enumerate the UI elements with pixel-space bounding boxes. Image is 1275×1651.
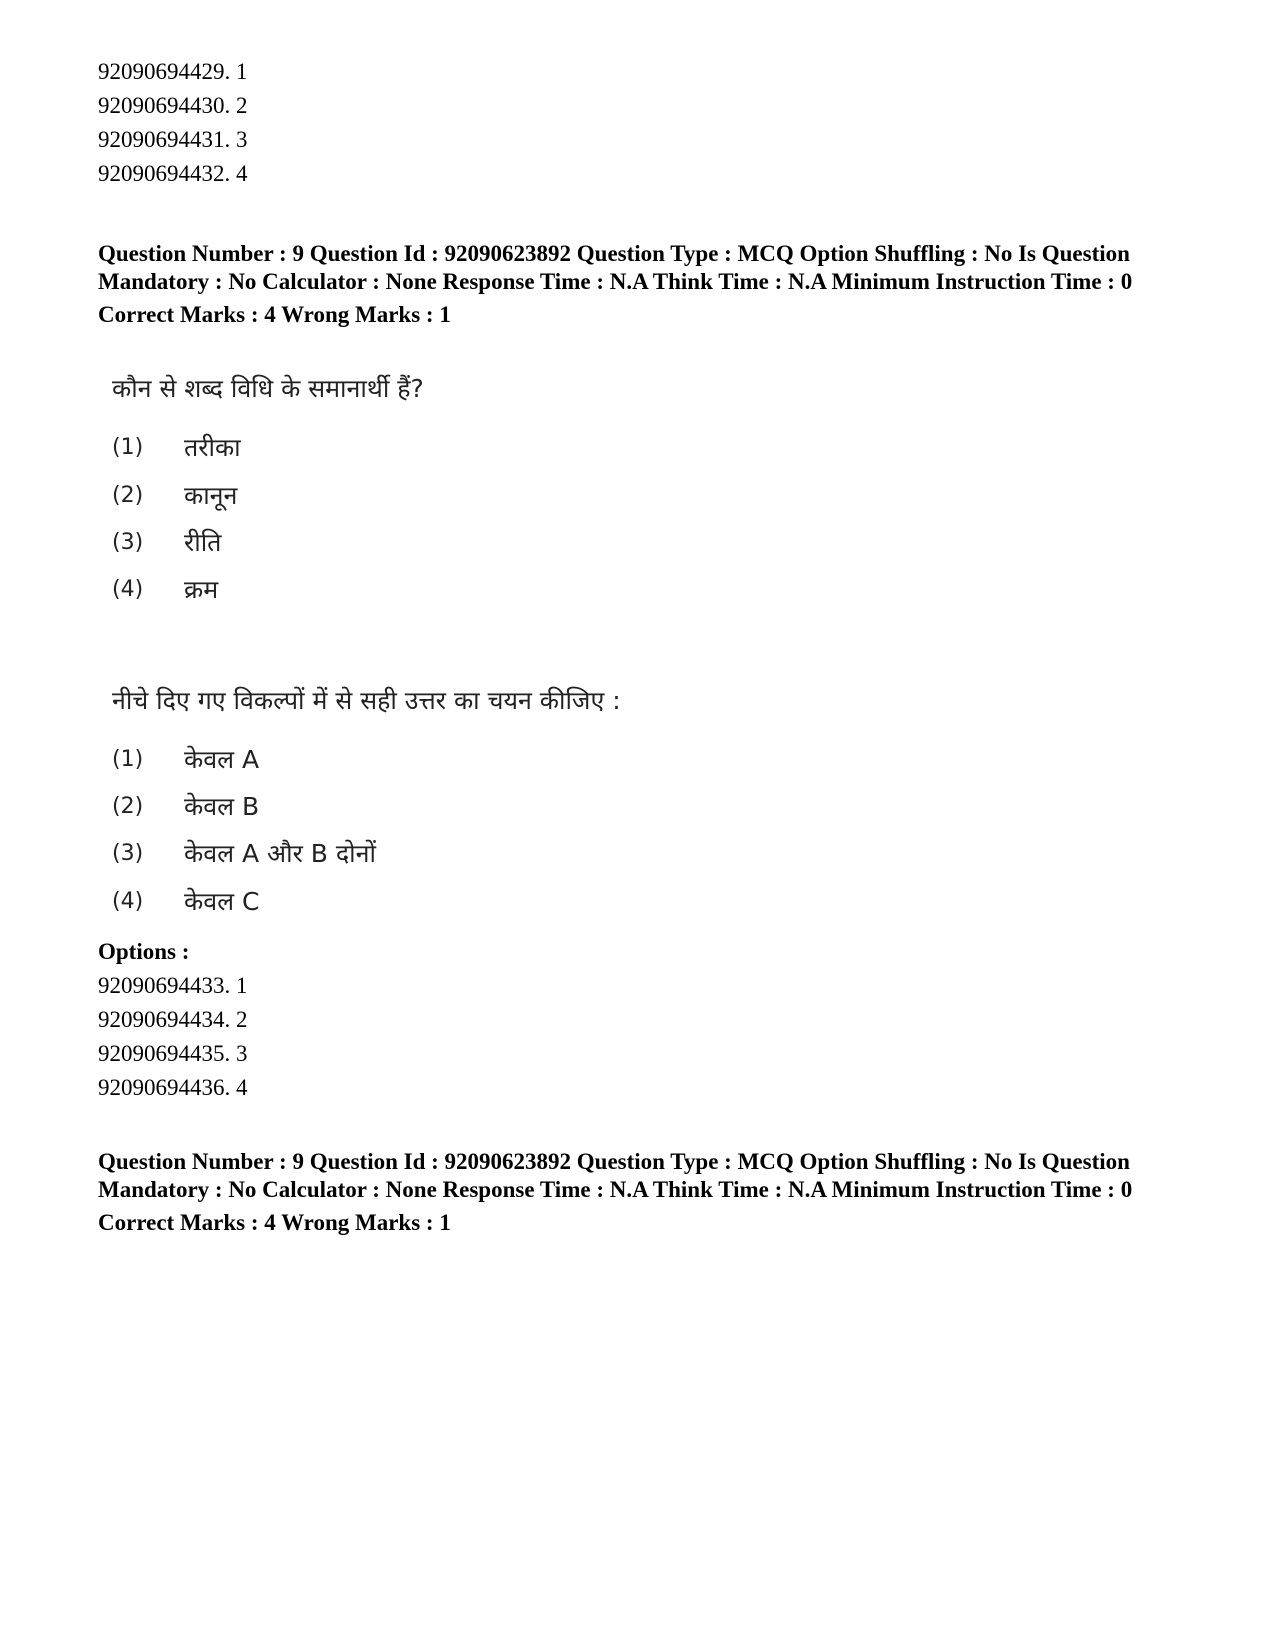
- item-number: (3): [112, 530, 144, 555]
- answer-choice: [112, 882, 259, 922]
- choice-text: केवल A और B दोनों: [184, 839, 376, 868]
- choice-text: केवल A: [184, 745, 260, 774]
- option-line: 92090694434. 2: [98, 1007, 248, 1032]
- question-meta: Question Number : 9 Question Id : 92090623892 Question Type : MCQ Option Shuffling : No Is Question Mandatory : No Calculator : None Response Time : N.A Think Time : N.A Minimum Instruction Time : 0: [98, 1149, 1133, 1202]
- answer-choice: [112, 834, 376, 874]
- choice-text: केवल C: [184, 887, 260, 916]
- question-header: [98, 240, 1178, 330]
- choice-number: (3): [112, 841, 144, 866]
- option-line: 92090694429. 1: [98, 59, 248, 84]
- choice-number: (2): [112, 794, 144, 819]
- question-marks: Correct Marks : 4 Wrong Marks : 1: [98, 302, 451, 327]
- answer-instruction: नीचे दिए गए विकल्पों में से सही उत्तर का चयन कीजिए :: [112, 686, 621, 715]
- question-meta: Question Number : 9 Question Id : 92090623892 Question Type : MCQ Option Shuffling : No Is Question Mandatory : No Calculator : None Response Time : N.A Think Time : N.A Minimum Instruction Time : 0: [98, 241, 1133, 294]
- item-text: तरीका: [184, 433, 241, 462]
- question-item: [112, 476, 237, 516]
- item-number: (4): [112, 577, 144, 602]
- choice-number: (1): [112, 747, 144, 772]
- item-text: क्रम: [184, 575, 219, 604]
- previous-options-list: [98, 55, 1178, 191]
- options-label: Options :: [98, 939, 190, 964]
- option-line: 92090694435. 3: [98, 1041, 248, 1066]
- question-item: [112, 428, 241, 468]
- item-number: (2): [112, 483, 144, 508]
- option-line: 92090694436. 4: [98, 1075, 248, 1100]
- option-line: 92090694433. 1: [98, 973, 248, 998]
- option-line: 92090694431. 3: [98, 127, 248, 152]
- answer-choice: [112, 787, 259, 827]
- question-marks: Correct Marks : 4 Wrong Marks : 1: [98, 1210, 451, 1235]
- choice-number: (4): [112, 889, 144, 914]
- question-item: [112, 570, 218, 610]
- question-stem: कौन से शब्द विधि के समानार्थी हैं?: [112, 374, 424, 403]
- options-section: [98, 935, 1178, 1105]
- choice-text: केवल B: [184, 792, 260, 821]
- answer-choice: [112, 740, 259, 780]
- question-item: [112, 523, 221, 563]
- item-number: (1): [112, 435, 144, 460]
- question-header: [98, 1148, 1178, 1238]
- option-line: 92090694432. 4: [98, 161, 248, 186]
- item-text: कानून: [184, 481, 238, 510]
- option-line: 92090694430. 2: [98, 93, 248, 118]
- item-text: रीति: [184, 528, 222, 557]
